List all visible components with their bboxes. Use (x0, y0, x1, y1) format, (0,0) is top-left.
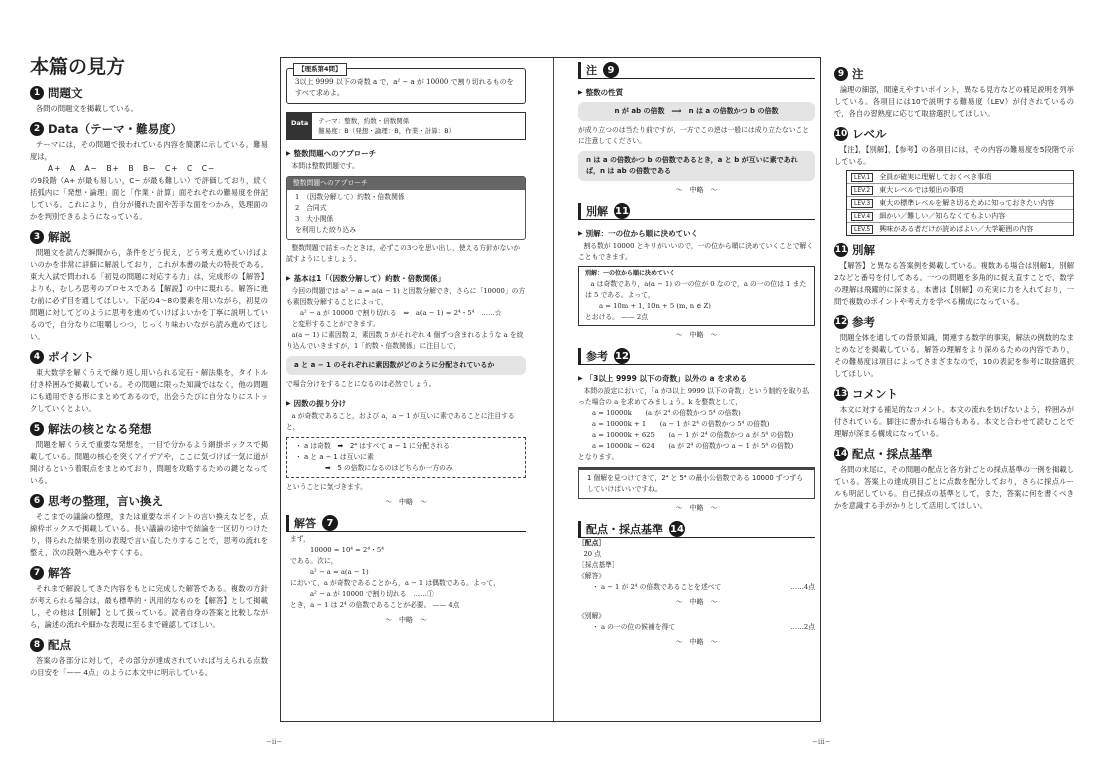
grade-list: A+ A A− B+ B B− C+ C C− (48, 164, 216, 173)
score-sub-label: 《解答》 (578, 572, 606, 580)
level-tag: LEV.3 (851, 199, 873, 208)
level-desc: 東大の標準レベルを解き切るために知っておきたい内容 (879, 199, 1055, 207)
alt-solution-box (578, 266, 815, 326)
section-heading: 配点 (48, 638, 71, 652)
number-badge: 11 (614, 203, 630, 219)
level-desc: 東大レベルでは頻出の事項 (879, 186, 964, 194)
score-item: ・ a の一の位の候補を得て ……2点 (592, 623, 815, 631)
level-table (846, 170, 1074, 236)
score-criteria-label: ［採点基準］ (578, 561, 619, 569)
body-text: となります。 (578, 453, 619, 461)
subheading: ▶ 整数の性質 (578, 87, 815, 98)
approach-box (286, 176, 526, 240)
section-text: 問題文を読んだ瞬間から，条件をどう捉え，どう考え進めていけばよいのかを非常に詳細に解説しており，これが本書の最大の特長である。東大入試で問われる「初見の問題に対応する力」は，完成形の【解答】よりも，むしろ思考のプロセスである【解説】の中に現れる。解答に進む前に必ず目を通してほしい。下記の4〜8の要素を用いながら，初見の問題に対してどのように思考を進めていけばよいかを丁寧に説明しているので，自分なりに咀嚼しつつ，じっくり味わいながら読み進めてほしい。 (30, 248, 268, 341)
left-section-3 (30, 229, 268, 343)
right-column (834, 66, 1074, 518)
approach-item: 3 大小関係 (295, 215, 334, 223)
number-badge: 13 (834, 389, 848, 399)
reference-heading (578, 348, 815, 365)
left-section-5 (30, 421, 268, 487)
omitted-marker: 〜 中略 〜 (385, 498, 427, 506)
section-heading: 配点・採点基準 (852, 447, 933, 461)
right-section-9 (834, 66, 1074, 120)
section-text: 問題全体を通しての背景知識，関連する数学的事実，解法の例数的なまとめなどを掲載している。解答の理解をより深めるための内容であり，その難易度は項目によってさまざまなので，10の表記を参考に取捨選択してほしい。 (834, 333, 1074, 378)
number-badge: 14 (669, 521, 685, 537)
number-badge: 12 (834, 317, 848, 327)
body-text: とおける。 —— 2点 (585, 313, 649, 321)
level-tag: LEV.5 (851, 225, 873, 234)
left-section-8 (30, 637, 268, 679)
section-heading: ポイント (48, 350, 94, 364)
score-heading-text: 配点・採点基準 (586, 523, 663, 536)
number-badge: 9 (603, 62, 619, 78)
section-text: 【解答】と異なる答案例を掲載している。複数ある場合は別解1，別解2などと番号を付してある。一つの問題を多角的に捉え直すことで，数学の理解は飛躍的に深まる。本書は【別解】の充実に力を入れており，一問で複数のポイントや考え方を学べる構成になっている。 (834, 261, 1074, 306)
left-section-7 (30, 565, 268, 631)
summary-line: ・ a は奇数 ➡ 2⁴ はすべて a − 1 に分配される (295, 442, 450, 450)
left-section-1 (30, 85, 268, 115)
body-text: a は奇数であり，a(a − 1) の一の位が 0 なので，a の一の位は 1 または 5 である。よって， (585, 280, 807, 299)
number-badge: 6 (30, 494, 44, 508)
math-line: a² − a が 10000 で割り切れる ⇔ a(a − 1) = 2⁴・5⁴ ……☆ (300, 309, 502, 317)
body-text: 本問は整数問題です。 (291, 162, 359, 170)
math-line: a = 10000k + 625 (a − 1 が 2⁴ の倍数かつ a が 5⁴ の倍数) (592, 431, 794, 439)
right-section-13 (834, 386, 1074, 440)
note-heading-text: 注 (586, 64, 597, 77)
section-text: の9段階（A+ が最も易しい，C− が最も難しい）で評価しており，続く括弧内に「発想・論理」面と「作業・計算」面それぞれの難易度を併記している。これにより，自分が優れた面や苦手な面をつかみ，処理面のかを判別できるようになっている。 (30, 176, 268, 221)
score-sub-label: 《別解》 (578, 612, 606, 620)
section-text: 【注】，【別解】，【参考】の各項目には，その内容の難易度を5段階で示している。 (834, 145, 1074, 166)
data-box (286, 112, 526, 140)
section-heading: 問題文 (48, 86, 83, 100)
score-heading (578, 521, 815, 538)
body-text: ということに気づきます。 (286, 483, 368, 491)
section-heading: 注 (852, 67, 864, 81)
answer-heading (286, 515, 526, 532)
section-text: テーマには，その問題で扱われている内容を簡潔に示している。難易度は， (30, 140, 268, 161)
number-badge: 3 (30, 230, 44, 244)
problem-box (286, 65, 526, 104)
level-desc: 細かい／難しい／知らなくてもよい内容 (879, 212, 1006, 220)
summary-line: ・ a と a − 1 は互いに素 (295, 453, 374, 461)
section-text: そこまでの議論の整理，または重要なポイントの言い換えなどを，点線枠ボックスで掲載している。長い議論の途中で結論を一区切りつけたり，得られた結果を別の表現で言い直したりすることで，思考の流れを整え，次の段階へ進みやすくする。 (30, 512, 268, 557)
answer-line: まず， (290, 535, 310, 543)
omitted-marker: 〜 中略 〜 (675, 331, 718, 339)
level-tag: LEV.1 (851, 173, 873, 182)
math-line: a = 10m + 1, 10n + 5 (m, n ∈ Z) (599, 302, 711, 310)
subheading: ▶ 基本は1「（因数分解して）約数・倍数関係」 (286, 273, 526, 284)
number-badge: 10 (834, 129, 848, 139)
omitted-marker: 〜 中略 〜 (385, 616, 427, 624)
difficulty-text: 難易度：B（発想・論理：B，作業・計算：B） (318, 127, 456, 135)
section-heading: 解説 (48, 230, 71, 244)
number-badge: 2 (30, 122, 44, 136)
section-heading: レベル (852, 127, 887, 141)
omitted-marker: 〜 中略 〜 (675, 186, 718, 194)
number-badge: 8 (30, 638, 44, 652)
right-section-12 (834, 314, 1074, 380)
section-text: 各問の末尾に，その問題の配点と各方針ごとの採点基準の一例を掲載している。答案上の達成項目ごとに点数を配分しており，さらに採点ルールも明記している。自己採点の基準として，また，答案に何を書くべきかを意識する手がかりとして活用してほしい。 (834, 465, 1074, 510)
approach-box-title: 整数問題へのアプローチ (287, 177, 525, 190)
body-text: が成り立つのは当たり前ですが，一方でこの逆は一般には成り立たないことに注意してください。 (578, 126, 810, 145)
body-text: 本問の設定において，「a が3以上 9999 以下の奇数」という制約を取り払った場合の a を求めてみましょう。k を整数として， (578, 387, 810, 406)
level-row (847, 184, 1073, 197)
score-label: ［配点］ (578, 539, 606, 547)
approach-item: を利用した絞り込み (295, 226, 357, 234)
level-row (847, 210, 1073, 223)
level-tag: LEV.2 (851, 186, 873, 195)
section-heading: コメント (852, 387, 898, 401)
body-text: で場合分けをすることになるのは必然でしょう。 (286, 380, 436, 388)
body-text: a(a − 1) に素因数 2，素因数 5 がそれぞれ 4 個ずつ含まれるような a を絞り込んでいきますが，1「約数・倍数関係」に注目して， (286, 331, 524, 350)
level-row (847, 197, 1073, 210)
summary-line: ➡ 5 の倍数になるのはどちらか一方のみ (325, 464, 453, 472)
answer-line: a² − a = a(a − 1) (310, 568, 369, 576)
section-heading: 参考 (852, 315, 875, 329)
comment-box: 1 個解を見つけてきて，2⁴ と 5⁴ の最小公倍数である 10000 ずつずらしていけばいいですね。 (578, 467, 815, 499)
number-badge: 9 (834, 67, 848, 81)
approach-item: 1 （因数分解して）約数・倍数関係 (295, 193, 405, 201)
subheading: ▶ 整数問題へのアプローチ (286, 148, 526, 159)
omitted-marker: 〜 中略 〜 (675, 638, 718, 646)
level-row (847, 223, 1073, 235)
omitted-marker: 〜 中略 〜 (675, 504, 718, 512)
level-tag: LEV.4 (851, 212, 873, 221)
note-box: n が ab の倍数 ⟹ n は a の倍数かつ b の倍数 (578, 102, 815, 121)
number-badge: 7 (30, 566, 44, 580)
omitted-marker: 〜 中略 〜 (675, 598, 718, 606)
level-desc: 興味がある者だけが読めばよい／大学範囲の内容 (879, 225, 1034, 233)
answer-line: である。次に， (290, 557, 338, 565)
left-column (30, 52, 268, 685)
body-text: 今回の問題では a² − a = a(a − 1) と因数分解でき，さらに「10000」の方も素因数分解することによって， (286, 287, 526, 306)
page-number-left: −ii− (266, 738, 283, 746)
reference-heading-text: 参考 (586, 350, 608, 363)
answer-heading-text: 解答 (294, 517, 316, 530)
left-section-6 (30, 493, 268, 559)
number-badge: 7 (322, 515, 338, 531)
number-badge: 4 (30, 350, 44, 364)
number-badge: 5 (30, 422, 44, 436)
note-heading (578, 62, 815, 79)
data-label: Data (287, 113, 312, 139)
answer-line: 10000 = 10⁴ = 2⁴・5⁴ (310, 546, 384, 554)
body-text: 割る数が 10000 とキリがいいので，一の位から順に決めていくことで解くこともできます。 (578, 242, 814, 261)
subheading: ▶ 別解：一の位から順に決めていく (578, 228, 815, 239)
answer-line: において，a が奇数であることから，a − 1 は偶数である。よって， (290, 579, 501, 587)
answer-line: とき，a − 1 は 2⁴ の倍数であることが必要。 —— 4点 (290, 601, 460, 609)
left-section-2 (30, 121, 268, 223)
alt-solution-heading (578, 203, 815, 220)
theme-text: テーマ：整数，約数・倍数関係 (318, 117, 410, 125)
page-title: 本篇の見方 (30, 56, 126, 78)
score-value: 20 点 (583, 550, 602, 558)
section-heading: 別解 (852, 243, 875, 257)
section-heading: 思考の整理，言い換え (48, 494, 163, 508)
right-section-11 (834, 242, 1074, 308)
body-text: a が奇数であること，および a，a − 1 が互いに素であることに注目すると， (286, 412, 515, 431)
section-text: 各問の問題文を掲載している。 (35, 104, 138, 113)
section-text: 本文に対する補足的なコメント。本文の流れを妨げないよう，枠囲みが付されている。脚注に書かれる場合もある。本文と合わせて読むことで理解が深まる構成になっている。 (834, 405, 1074, 438)
problem-tag: 【理系第4問】 (293, 63, 347, 76)
body-text: と変形することができます。 (291, 320, 380, 328)
page-number-right: −iii− (812, 738, 831, 746)
right-section-14 (834, 446, 1074, 512)
number-badge: 1 (30, 86, 44, 100)
section-heading: 解答 (48, 566, 71, 580)
sample-right-page (578, 62, 815, 651)
number-badge: 11 (834, 245, 848, 255)
sample-left-page (286, 62, 526, 629)
body-text: 整数問題で詰まったときは，必ずこの3つを思い出し，使える方針がないか試すようにしましょう。 (286, 244, 521, 263)
note-box: n は a の倍数かつ b の倍数であるとき，a と b が互いに素であれば，n は ab の倍数である (578, 151, 815, 181)
level-row (847, 171, 1073, 184)
alt-solution-tag: 別解：一の位から順に決めていく (585, 270, 676, 277)
section-text: 問題を解くうえで重要な発想を，一目で分かるよう網掛ボックスで掲載している。問題の核心を突くアイデアや，ここに気づけば一気に道が開けるという着眼点をまとめており，問題を攻略するための鍵となっている。 (30, 440, 268, 485)
problem-text: 3以上 9999 以下の奇数 a で，a² − a が 10000 で割り切れるものをすべて求めよ。 (295, 78, 514, 97)
section-heading: Data（テーマ・難易度） (48, 122, 183, 136)
number-badge: 12 (614, 348, 630, 364)
summary-box (286, 437, 526, 478)
subheading: ▶ 「3以上 9999 以下の奇数」以外の a を求める (578, 373, 815, 384)
answer-line: a² − a が 10000 で割り切れる ……① (310, 590, 434, 598)
key-idea-box: a と a − 1 のそれぞれに素因数がどのように分配されているか (286, 356, 526, 375)
math-line: a = 10000k + 1 (a − 1 が 2⁴ の倍数かつ 5⁴ の倍数) (592, 420, 770, 428)
approach-item: 2 合同式 (295, 204, 327, 212)
number-badge: 14 (834, 449, 848, 459)
math-line: a = 10000k (a が 2⁴ の倍数かつ 5⁴ の倍数) (592, 409, 741, 417)
subheading: ▶ 因数の振り分け (286, 398, 526, 409)
left-section-4 (30, 349, 268, 415)
alt-solution-heading-text: 別解 (586, 205, 608, 218)
section-text: それまで解説してきた内容をもとに完成した解答である。複数の方針が考えられる場合は，最も標準的・汎用的なものを【解答】として掲載し，その他は【別解】として扱っている。読者自身の答案と比較しながら，論述の流れや細かな表現に至るまで確認してほしい。 (30, 584, 268, 629)
column-divider (553, 57, 554, 722)
section-text: 東大数学を解くうえで繰り返し用いられる定石・解法集を，タイトル付き枠囲みで掲載している。その問題に限った知識ではなく，他の問題にも通用できる形にまとめてあるので，出会うたびに自分なりにストックしていくとよい。 (30, 368, 268, 413)
score-item: ・ a − 1 が 2⁴ の倍数であることを述べて ……4点 (592, 583, 815, 591)
level-desc: 全員が確実に理解しておくべき事項 (879, 173, 992, 181)
section-text: 答案の各部分に対して，その部分が達成されていれば与えられる点数の目安を「—— 4点」のように本文中に明示している。 (30, 656, 268, 677)
section-text: 論理の細部，間違えやすいポイント，異なる見方などの補足説明を列挙している。各項目には10で説明する難易度（LEV）が付されているので，各自の習熟度に応じて取捨選択してほしい。 (834, 85, 1074, 118)
math-line: a = 10000k − 624 (a が 2⁴ の倍数かつ a − 1 が 5⁴ の倍数) (592, 442, 794, 450)
section-heading: 解法の核となる発想 (48, 422, 152, 436)
right-section-10 (834, 126, 1074, 236)
